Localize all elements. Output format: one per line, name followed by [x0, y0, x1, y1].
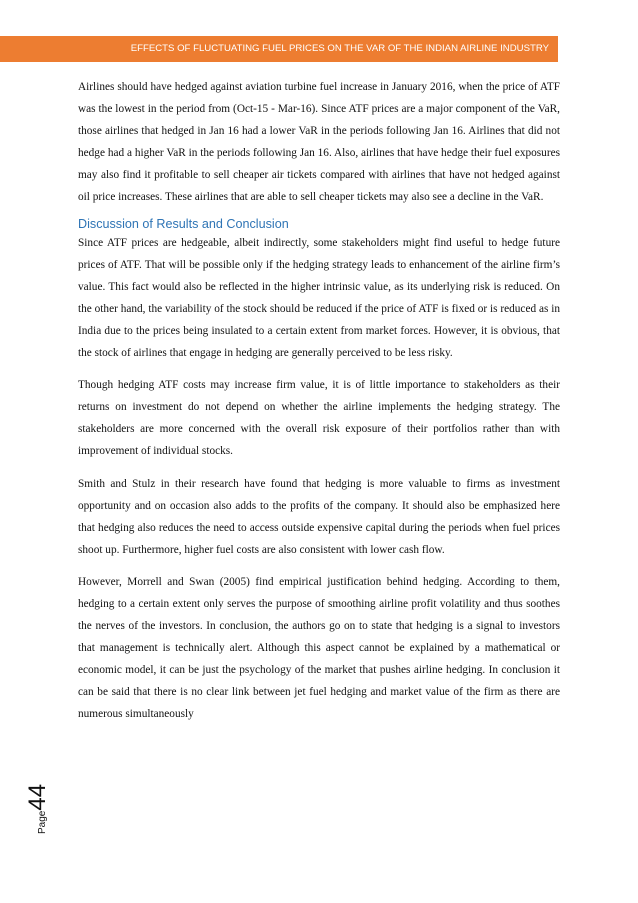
page-number-value: 44 [24, 783, 51, 811]
paragraph-firm-value: Though hedging ATF costs may increase firm value, it is of little importance to stakeholders as their returns on investment do not depend on whether the airline implements the hedging strategy. The stakeholders are more concerned with the overall risk exposure of their portfolios rather than with improvement of individual stocks. [78, 379, 560, 458]
page-body [78, 76, 560, 726]
running-header [0, 36, 558, 62]
paragraph-morrell-swan: However, Morrell and Swan (2005) find empirical justification behind hedging. According to them, hedging to a certain extent only serves the purpose of smoothing airline profit volatility and thus soothes the nerves of the investors. In conclusion, the authors go on to state that hedging is a signal to investors that management is technically alert. Although this aspect cannot be explained by a mathematical or economic model, it can be just the psychology of the market that pushes airline hedging. In conclusion it can be said that there is no clear link between jet fuel hedging and market value of the firm as there are numerous simultaneously [78, 575, 560, 721]
intro-paragraph: Airlines should have hedged against aviation turbine fuel increase in January 2016, when the price of ATF was the lowest in the period from (Oct-15 - Mar-16). Since ATF prices are a major component of the VaR, those airlines that hedged in Jan 16 had a lower VaR in the periods following Jan 16. Airlines that did not hedge had a higher VaR in the periods following Jan 16. Also, airlines that have hedge their fuel exposures may also find it profitable to sell cheaper air tickets compared with airlines that have not hedged against oil price increases. These airlines that are able to sell cheaper tickets may also see a decline in the VaR. [78, 81, 560, 204]
section-heading: Discussion of Results and Conclusion [78, 216, 289, 231]
paragraph-hedgeable-prices: Since ATF prices are hedgeable, albeit indirectly, some stakeholders might find useful to hedge future prices of ATF. That will be possible only if the hedging strategy leads to enhancement of the airline firm’s value. This fact would also be reflected in the higher intrinsic value, as its underlying risk is reduced. On the other hand, the variability of the stock should be reduced if the price of ATF is fixed or is reduced as in India due to the prices being insulated to a certain extent from market forces. However, it is obvious, that the stock of airlines that engage in hedging are generally perceived to be less risky. [78, 236, 560, 360]
page-number [26, 784, 50, 834]
paragraph-smith-stulz: Smith and Stulz in their research have found that hedging is more valuable to firms as investment opportunity and on occasion also adds to the profits of the company. It should also be emphasized here that hedging also reduces the need to access outside expensive capital during the periods when fuel prices shoot up. Furthermore, higher fuel costs are also consistent with lower cash flow. [78, 477, 560, 556]
running-header-title: EFFECTS OF FLUCTUATING FUEL PRICES ON THE VAR OF THE INDIAN AIRLINE INDUSTRY [130, 43, 549, 54]
page-label: Page [37, 810, 48, 834]
